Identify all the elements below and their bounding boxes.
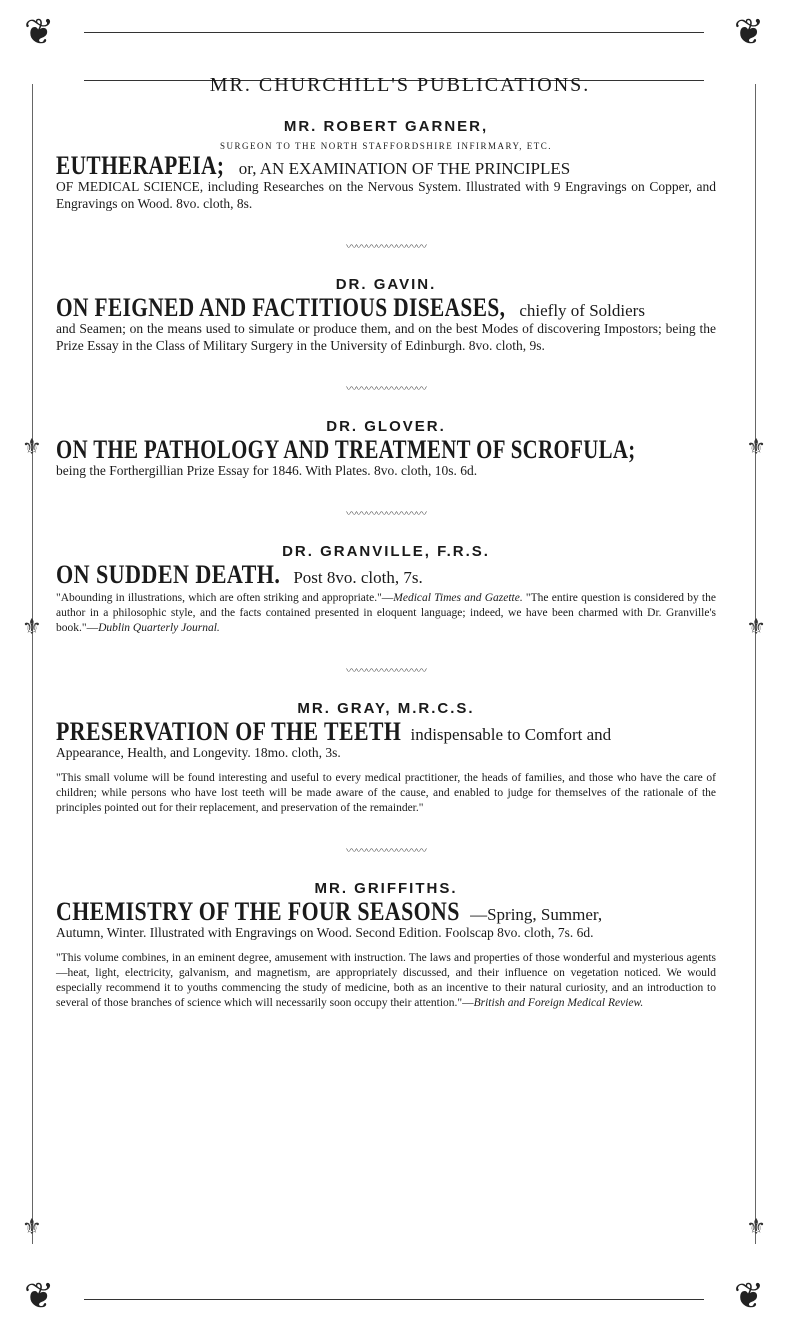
- publication-entry: [56, 543, 716, 636]
- ornament-side-icon: ⚜: [746, 614, 766, 639]
- book-title: CHEMISTRY OF THE FOUR SEASONS: [56, 897, 460, 926]
- book-title: ON THE PATHOLOGY AND TREATMENT OF SCROFULA;: [56, 435, 636, 464]
- author-subtitle: SURGEON TO THE NORTH STAFFORDSHIRE INFIRMARY, ETC.: [219, 141, 553, 151]
- publication-list: [56, 108, 716, 1011]
- author-name: DR. GLOVER.: [326, 418, 446, 435]
- book-description: Autumn, Winter. Illustrated with Engravings on Wood. Second Edition. Foolscap 8vo. cloth, 7s. 6d.: [56, 925, 594, 940]
- author-name: MR. GRAY, M.R.C.S.: [297, 700, 475, 717]
- book-title-line: [56, 897, 716, 926]
- publication-entry: [56, 118, 716, 212]
- book-title-rest: or, AN EXAMINATION OF THE PRINCIPLES: [238, 159, 571, 178]
- quote-source: Medical Times and Gazette.: [393, 592, 523, 604]
- book-description: and Seamen; on the means used to simulate or produce them, and on the best Modes of discovering Impostors; being the Prize Essay in the Class of Military Surgery in the University of Edinburgh. 8vo. cloth, 9s.: [56, 321, 716, 353]
- quote-text: "Abounding in illustrations, which are often striking and appropriate."—: [56, 592, 394, 604]
- book-description: OF MEDICAL SCIENCE, including Researches on the Nervous System. Illustrated with 9 Engravings on Copper, and Engravings on Wood. 8vo. cloth, 8s.: [56, 179, 716, 211]
- quote-source: British and Foreign Medical Review.: [473, 997, 644, 1009]
- publication-entry: [56, 700, 716, 816]
- book-title-line: [56, 151, 716, 180]
- left-rule: [32, 84, 33, 1244]
- book-title: ON FEIGNED AND FACTITIOUS DISEASES,: [56, 293, 506, 322]
- ornament-side-icon: ⚜: [746, 434, 766, 459]
- author-name: MR. GRIFFITHS.: [314, 880, 458, 897]
- ornament-corner-icon: ❦: [733, 1276, 764, 1316]
- publication-entry: [56, 880, 716, 1011]
- book-title: PRESERVATION OF THE TEETH: [56, 717, 402, 746]
- book-title-line: [56, 293, 716, 322]
- ornament-corner-icon: ❦: [24, 1276, 55, 1316]
- author-name: DR. GAVIN.: [335, 276, 437, 293]
- right-rule: [755, 84, 756, 1244]
- review-quote: [56, 951, 716, 1011]
- page-title: MR. CHURCHILL'S PUBLICATIONS.: [209, 74, 591, 96]
- divider: 〰〰〰〰〰〰〰〰: [346, 241, 426, 253]
- ornament-side-icon: ⚜: [22, 1214, 42, 1239]
- top-rule: [84, 32, 704, 33]
- divider: 〰〰〰〰〰〰〰〰: [346, 508, 426, 520]
- review-quote: "This small volume will be found interesting and useful to every medical practitioner, the heads of families, and those who have the care of children; while persons who have lost teeth will be made aware of the cause, and enabled to judge for themselves of the rationale of the principles pointed out for their replacement, and preservation of the remainder.": [56, 772, 716, 814]
- publication-entry: [56, 418, 716, 479]
- book-title: ON SUDDEN DEATH.: [56, 560, 281, 589]
- quote-text: "The entire question is considered by the author in a philosophic style, and the facts contained presented in eloquent language; indeed, we have been charmed with Dr. Granville's book."—: [56, 592, 716, 634]
- book-title: EUTHERAPEIA;: [56, 151, 225, 180]
- divider: 〰〰〰〰〰〰〰〰: [346, 845, 426, 857]
- book-description: Appearance, Health, and Longevity. 18mo. cloth, 3s.: [56, 745, 341, 760]
- ornament-corner-icon: ❦: [24, 12, 55, 52]
- divider: 〰〰〰〰〰〰〰〰: [346, 665, 426, 677]
- author-name: MR. ROBERT GARNER,: [283, 118, 489, 135]
- book-title-rest: chiefly of Soldiers: [519, 301, 645, 320]
- book-title-line: [56, 560, 716, 589]
- divider: 〰〰〰〰〰〰〰〰: [346, 383, 426, 395]
- book-title-rest: Post 8vo. cloth, 7s.: [293, 568, 423, 587]
- publication-entry: [56, 276, 716, 354]
- author-name: DR. GRANVILLE, F.R.S.: [282, 543, 490, 560]
- review-quote: [56, 591, 716, 636]
- book-description: being the Forthergillian Prize Essay for 1846. With Plates. 8vo. cloth, 10s. 6d.: [56, 463, 478, 478]
- book-title-rest: —Spring, Summer,: [470, 905, 603, 924]
- ornament-side-icon: ⚜: [22, 614, 42, 639]
- book-title-line: [56, 435, 716, 464]
- bottom-rule: [84, 1299, 704, 1300]
- book-title-rest: indispensable to Comfort and: [410, 725, 612, 744]
- ornament-side-icon: ⚜: [22, 434, 42, 459]
- ornament-side-icon: ⚜: [746, 1214, 766, 1239]
- book-title-line: [56, 717, 716, 746]
- quote-text: "This volume combines, in an eminent degree, amusement with instruction. The laws and properties of those wonderful and mysterious agents—heat, light, electricity, galvanism, and magnetism, are appropriately discussed, and their influence on vegetation noticed. We would especially recommend it to youths commencing the study of medicine, both as an incentive to their natural curiosity, and an introduction to several of those branches of science which will necessarily soon occupy their attention."—: [56, 952, 716, 1009]
- ornament-corner-icon: ❦: [733, 12, 764, 52]
- quote-source: Dublin Quarterly Journal.: [98, 622, 220, 634]
